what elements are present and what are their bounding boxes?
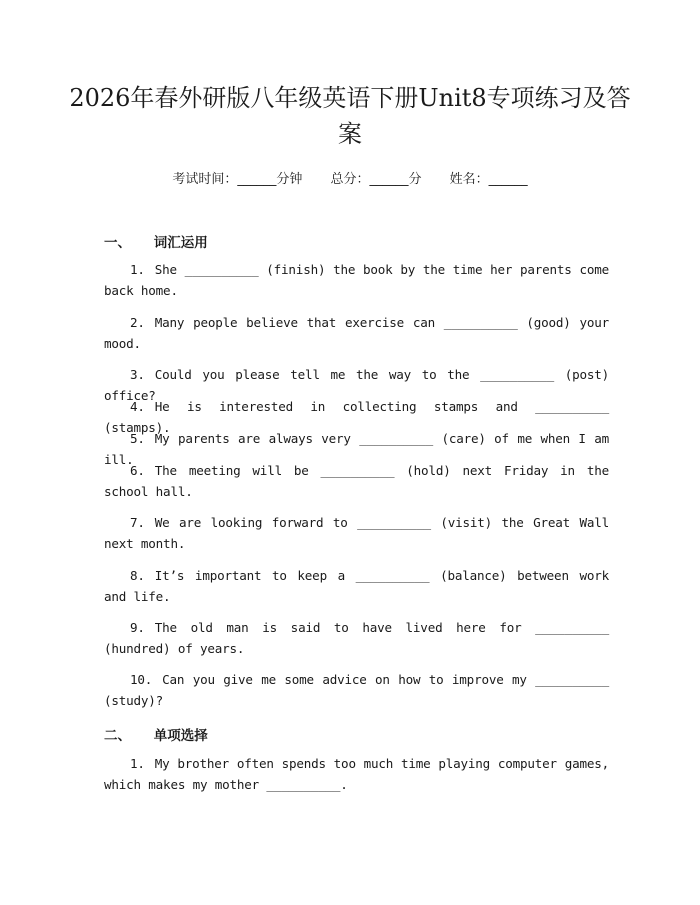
question-text: The old man is said to have lived here for __________ (hundred) of years. <box>104 620 609 656</box>
question-number: 9. <box>130 620 145 635</box>
question-text: He is interested in collecting stamps and __________ (stamps). <box>104 399 609 435</box>
section-title: 单项选择 <box>153 728 208 744</box>
question-text: The meeting will be __________ (hold) next Friday in the school hall. <box>104 463 609 499</box>
question-number: 5. <box>130 431 145 446</box>
question-item <box>104 617 609 659</box>
question-number: 8. <box>130 568 145 583</box>
question-item <box>104 565 609 607</box>
question-text: She __________ (finish) the book by the time her parents come back home. <box>104 262 609 298</box>
question-number: 1. <box>130 262 145 277</box>
section-title: 词汇运用 <box>153 235 208 251</box>
question-item <box>104 312 609 354</box>
question-number: 4. <box>130 399 145 414</box>
question-number: 6. <box>130 463 145 478</box>
question-item <box>104 259 609 301</box>
question-item <box>104 460 609 502</box>
question-text: We are looking forward to __________ (visit) the Great Wall next month. <box>104 515 609 551</box>
question-text: My brother often spends too much time playing computer games, which makes my mother __________. <box>104 756 609 792</box>
document-title: 2026年春外研版八年级英语下册Unit8专项练习及答案 <box>69 84 631 148</box>
question-text: Could you please tell me the way to the __________ (post) office? <box>104 367 609 403</box>
question-number: 2. <box>130 315 145 330</box>
question-item <box>104 669 609 711</box>
section-number: 一、 <box>104 235 131 251</box>
question-number: 1. <box>130 756 145 771</box>
question-number: 10. <box>130 672 153 687</box>
question-item <box>104 753 609 795</box>
section-number: 二、 <box>104 728 131 744</box>
question-text: Many people believe that exercise can __________ (good) your mood. <box>104 315 609 351</box>
exam-info-line <box>0 168 700 187</box>
question-item <box>104 512 609 554</box>
question-text: Can you give me some advice on how to improve my __________ (study)? <box>104 672 609 708</box>
exam-time-field: 考试时间：______分钟 <box>172 172 303 187</box>
section-heading-2 <box>104 724 208 744</box>
exam-score-field: 总分：______分 <box>330 172 422 187</box>
exam-name-field: 姓名：______ <box>449 172 528 187</box>
question-number: 3. <box>130 367 145 382</box>
section-heading-1 <box>104 231 208 251</box>
question-number: 7. <box>130 515 145 530</box>
question-text: It’s important to keep a __________ (balance) between work and life. <box>104 568 609 604</box>
question-text: My parents are always very __________ (care) of me when I am ill. <box>104 431 609 467</box>
